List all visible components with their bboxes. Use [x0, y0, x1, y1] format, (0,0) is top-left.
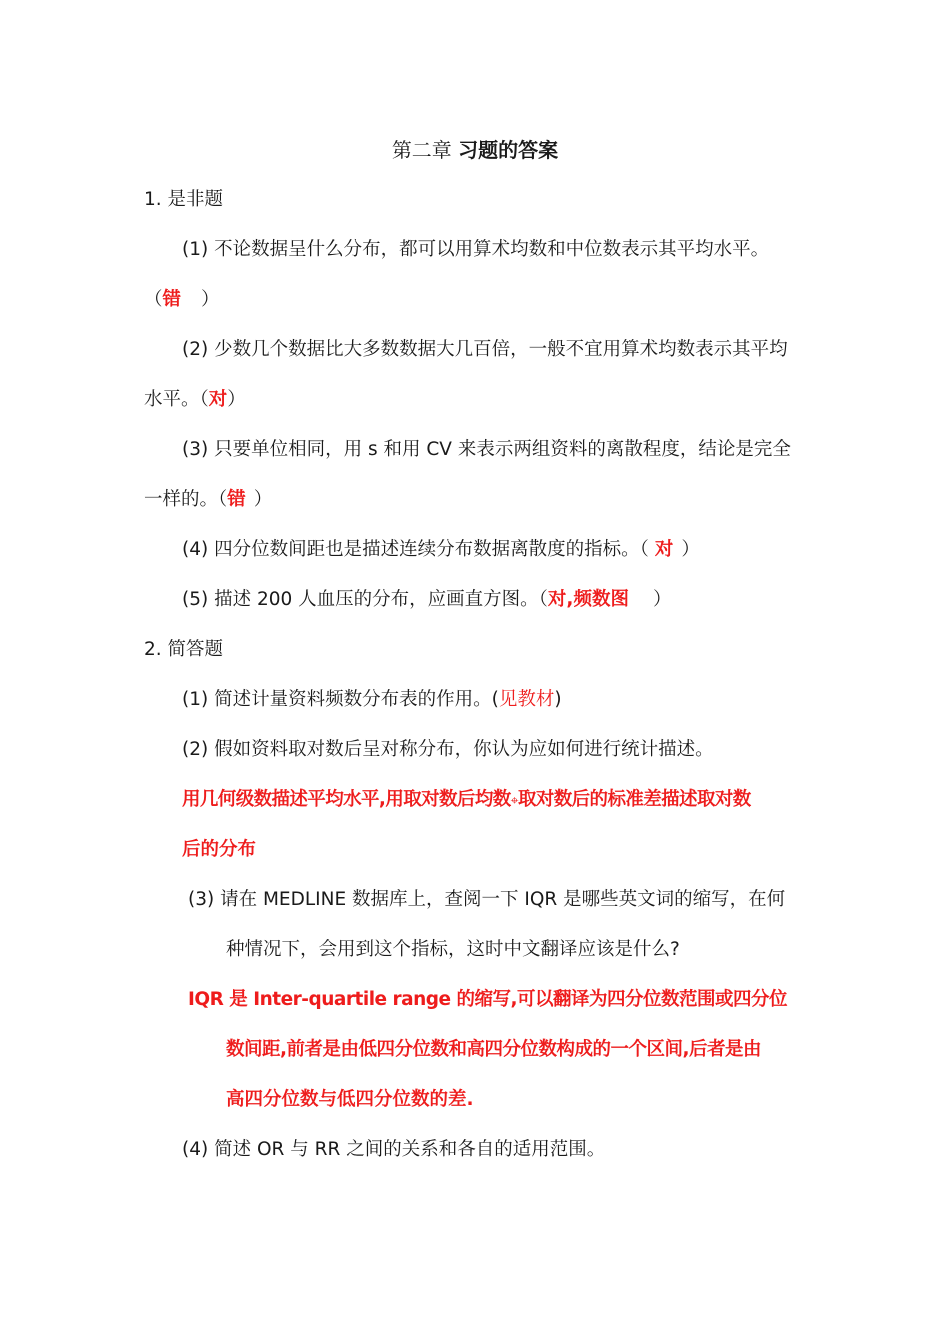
s1-q5-close: ） — [652, 589, 672, 610]
s2-q2-answer-part1: 用几何级数描述平均水平,用取对数后均数 — [182, 789, 511, 810]
s2-q3-answer-line2: 数间距,前者是由低四分位数和高四分位数构成的一个区间,后者是由 — [226, 1039, 762, 1060]
s1-q2-answer-line — [144, 387, 246, 413]
s2-q3-text-line1: (3) 请在 MEDLINE 数据库上，查阅一下 IQR 是哪些英文词的缩写，在何 — [188, 889, 786, 910]
s1-q2-text-line2: 水平。（ — [144, 389, 209, 410]
s2-q1-answer: 见教材 — [498, 689, 555, 710]
title-main: 习题的答案 — [458, 138, 559, 162]
page-title — [0, 137, 950, 163]
s2-q2-text: (2) 假如资料取对数后呈对称分布，你认为应如何进行统计描述。 — [182, 739, 714, 760]
s2-q3-answer-line1: IQR 是 Inter-quartile range 的缩写,可以翻译为四分位数范围或四分位 — [188, 989, 788, 1010]
s1-q2-text-line1: (2) 少数几个数据比大多数数据大几百倍，一般不宜用算术均数表示其平均 — [182, 339, 788, 360]
s1-q5-answer: 对,频数图 — [547, 589, 629, 610]
s2-q2-answer-line1 — [182, 787, 751, 814]
s1-q2-answer: 对 — [208, 389, 228, 410]
s2-q4-text: (4) 简述 OR 与 RR 之间的关系和各自的适用范围。 — [182, 1139, 606, 1160]
s2-q3-text-line2: 种情况下，会用到这个指标，这时中文翻译应该是什么? — [226, 939, 680, 960]
s1-q3-text-line2: 一样的。（ — [144, 489, 228, 510]
s1-q2-close: ） — [227, 389, 246, 410]
s1-q1-open: （ — [144, 289, 163, 310]
s1-q4-answer: 对 — [654, 539, 674, 560]
s2-q3-answer-line3: 高四分位数与低四分位数的差. — [226, 1089, 474, 1110]
s1-q4-line — [182, 537, 700, 563]
s1-q1-answer: 错 — [162, 289, 182, 310]
s1-q3-close: ） — [253, 489, 273, 510]
s1-q3-answer: 错 — [227, 489, 246, 510]
crosshair-icon: ⌖ — [510, 793, 518, 809]
s1-q4-text: (4) 四分位数间距也是描述连续分布数据离散度的指标。（ — [182, 539, 649, 560]
s2-q2-answer-line2: 后的分布 — [182, 839, 257, 860]
section1-heading: 1. 是非题 — [144, 189, 224, 210]
s1-q5-line — [182, 587, 671, 613]
s1-q5-text: (5) 描述 200 人血压的分布，应画直方图。（ — [182, 589, 548, 610]
s1-q1-text: (1) 不论数据呈什么分布，都可以用算术均数和中位数表示其平均水平。 — [182, 239, 770, 260]
s1-q1-close: ） — [201, 289, 220, 310]
section2-heading: 2. 简答题 — [144, 639, 224, 660]
s2-q1-line — [182, 687, 562, 713]
chapter-label: 第二章 — [391, 138, 452, 162]
s2-q1-close: ) — [554, 689, 562, 710]
s1-q3-answer-line — [144, 487, 272, 513]
s1-q4-close: ） — [681, 539, 700, 560]
s1-q3-text-line1: (3) 只要单位相同，用 s 和用 CV 来表示两组资料的离散程度，结论是完全 — [182, 439, 791, 460]
s2-q1-text: (1) 简述计量资料频数分布表的作用。( — [182, 689, 499, 710]
s2-q2-answer-part2: 取对数后的标准差描述取对数 — [517, 789, 751, 810]
s1-q1-answer-line — [144, 287, 220, 313]
